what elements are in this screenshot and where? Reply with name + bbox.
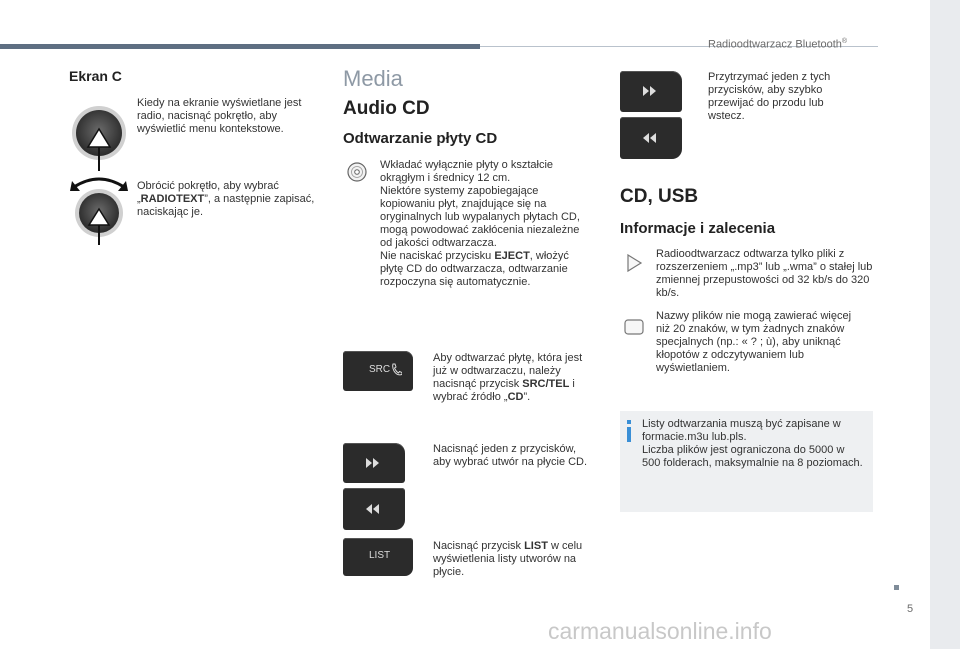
display-screen-icon: [623, 316, 645, 338]
play-file-icon: [623, 252, 645, 274]
next-track-button[interactable]: [343, 443, 405, 483]
src-text: Aby odtwarzać płytę, która jest już w odtwarzaczu, należy nacisnąć przycisk SRC/TEL i wybrać źródło „CD”.: [433, 352, 583, 403]
rewind-icon: [366, 504, 380, 514]
cd-disc-icon: [346, 161, 368, 183]
media-section-title: Media: [343, 66, 403, 91]
info-title: Informacje i zalecenia: [620, 220, 776, 237]
page-number: 5: [907, 603, 914, 615]
list-button-label: LIST: [369, 550, 391, 561]
play-cd-text: Wkładać wyłącznie płyty o kształcie okrągłym i średnicy 12 cm. Niektóre systemy zapobiegające kopiowaniu płyt, znajdujące się na oryginalnych lub wypalanych płytach CD, mogą powodować zakłócenia niezależne od jakości odtwarzacza. Nie naciskać przycisku EJECT, włożyć płytę CD do odtwarzacza, odtwarzanie rozpoczyna się automatycznie.: [380, 159, 580, 288]
src-tel-button[interactable]: [343, 351, 413, 391]
header-title: Radioodtwarzacz Bluetooth®: [708, 38, 848, 51]
rewind-icon: [643, 133, 657, 143]
page-marker: [894, 585, 899, 590]
ekran-c-text-2: Obrócić pokrętło, aby wybrać „RADIOTEXT”, a następnie zapisać, naciskając je.: [137, 180, 315, 218]
track-select-text: Nacisnąć jeden z przycisków, aby wybrać utwór na płycie CD.: [433, 443, 588, 468]
info-text-1: Radioodtwarzacz odtwarza tylko pliki z rozszerzeniem „.mp3” lub „.wma” o stałej lub zmiennej przepustowości od 32 kb/s do 320 kb/s.: [656, 248, 873, 299]
play-cd-title: Odtwarzanie płyty CD: [343, 130, 498, 147]
audio-cd-title: Audio CD: [343, 98, 430, 119]
list-text: Nacisnąć przycisk LIST w celu wyświetlenia listy utworów na płycie.: [433, 540, 583, 578]
fast-rewind-button[interactable]: [620, 117, 682, 159]
forward-icon: [643, 86, 657, 96]
ekran-c-heading: Ekran C: [69, 68, 122, 84]
watermark: carmanualsonline.info: [548, 618, 772, 644]
src-button-label: SRC: [369, 364, 391, 375]
side-margin: [930, 0, 960, 649]
phone-icon: [391, 363, 402, 376]
list-button[interactable]: [343, 538, 413, 576]
forward-icon: [366, 458, 380, 468]
info-text-2: Nazwy plików nie mogą zawierać więcej niż 20 znaków, w tym żadnych znaków specjalnych (np.: « ? ; ù), aby uniknąć kłopotów z odczytywaniem lub wyświetlaniem.: [656, 310, 852, 374]
previous-track-button[interactable]: [343, 488, 405, 530]
knob-rotate-press-icon: [70, 173, 128, 245]
fast-forward-button[interactable]: [620, 71, 682, 112]
cd-usb-title: CD, USB: [620, 186, 699, 207]
info-icon: [624, 420, 634, 442]
note-text: Listy odtwarzania muszą być zapisane w formacie.m3u lub.pls. Liczba plików jest ograniczona do 5000 w 500 folderach, maksymalnie na 8 poziomach.: [642, 418, 863, 469]
knob-press-icon: [70, 93, 128, 173]
ekran-c-text-1: Kiedy na ekranie wyświetlane jest radio, nacisnąć pokrętło, aby wyświetlić menu kontekstowe.: [137, 97, 302, 135]
note-box: [620, 411, 873, 512]
header-accent-bar: [0, 44, 480, 49]
hold-scroll-text: Przytrzymać jeden z tych przycisków, aby szybko przewijać do przodu lub wstecz.: [708, 71, 831, 122]
